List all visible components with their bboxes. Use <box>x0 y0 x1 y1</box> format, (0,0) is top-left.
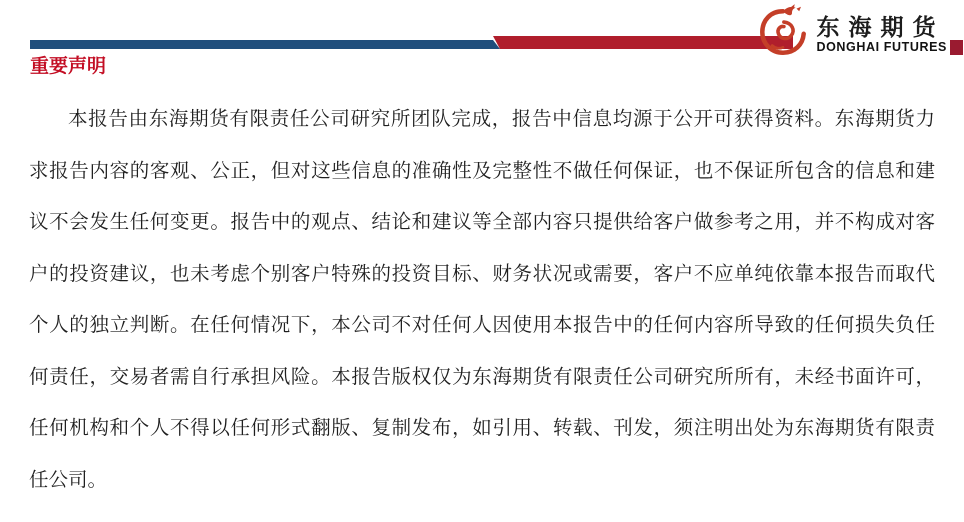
header-rule-blue-segment <box>30 40 500 49</box>
logo-company-name-en: DONGHAI FUTURES <box>816 40 947 54</box>
logo-text-block <box>816 4 963 55</box>
disclaimer-line: 议不会发生任何变更。报告中的观点、结论和建议等全部内容只提供给客户做参考之用，并不构成对客 <box>29 212 935 233</box>
disclaimer-line: 户的投资建议，也未考虑个别客户特殊的投资目标、财务状况或需要，客户不应单纯依靠本报告而取代 <box>29 263 935 285</box>
header-rule-red-segment <box>487 36 793 49</box>
disclaimer-line: 任何机构和个人不得以任何形式翻版、复制发布，如引用、转载、刊发，须注明出处为东海期货有限责 <box>29 418 935 439</box>
logo-red-square <box>950 40 963 55</box>
disclaimer-line: 求报告内容的客观、公正，但对这些信息的准确性及完整性不做任何保证，也不保证所包含的信息和建 <box>29 160 935 182</box>
disclaimer-line: 任公司。 <box>29 469 108 491</box>
disclaimer-line: 个人的独立判断。在任何情况下，本公司不对任何人因使用本报告中的任何内容所导致的任何损失负任 <box>29 315 935 336</box>
section-title: 重要声明 <box>30 56 107 77</box>
disclaimer-line: 何责任，交易者需自行承担风险。本报告版权仅为东海期货有限责任公司研究所所有，未经书面许可， <box>29 366 935 388</box>
disclaimer-line: 本报告由东海期货有限责任公司研究所团队完成，报告中信息均源于公开可获得资料。东海期货力 <box>68 109 935 130</box>
dragon-logo-icon <box>756 4 810 60</box>
disclaimer-paragraph <box>29 94 935 506</box>
logo-company-name-cn: 东海期货 <box>816 14 945 40</box>
company-logo <box>756 4 963 60</box>
